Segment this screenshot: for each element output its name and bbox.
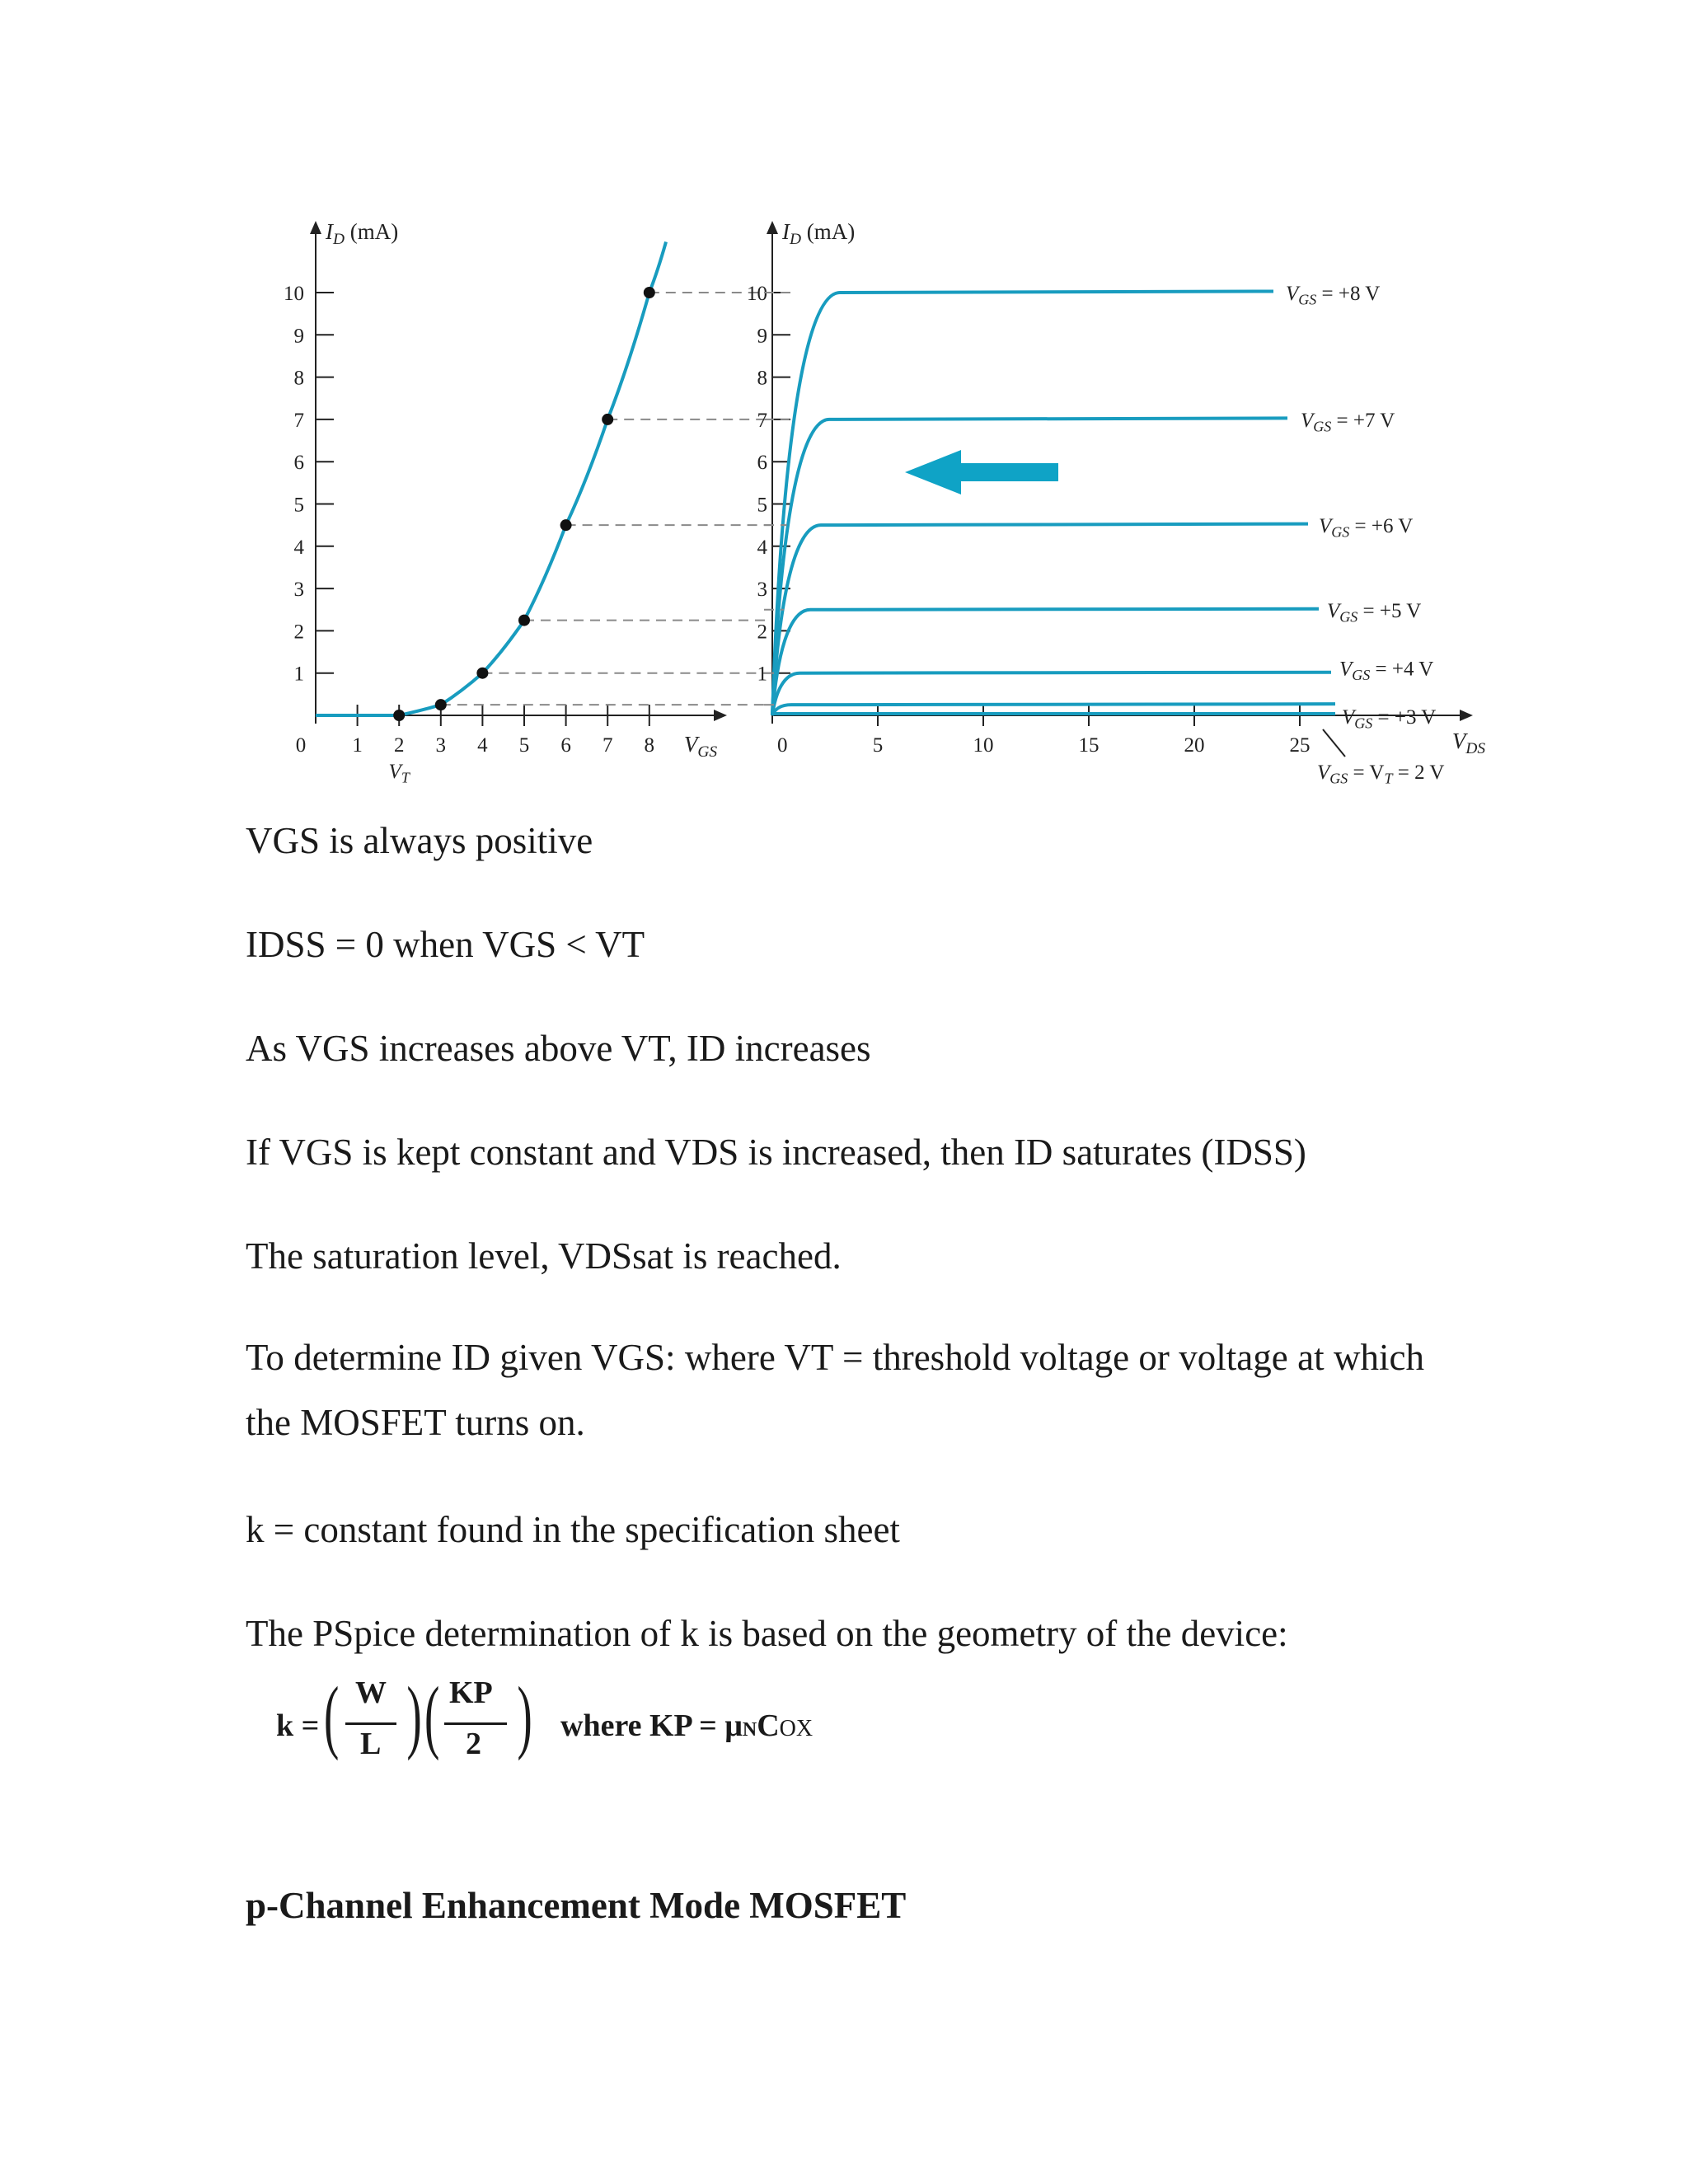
- right-x-tick-label: 0: [777, 734, 788, 757]
- right-x-axis-label-part: V: [1451, 729, 1466, 753]
- right-y-tick-label: 4: [757, 536, 767, 559]
- formula-fraction-bar-1: [345, 1722, 396, 1725]
- formula-paren-close-1: (: [406, 1670, 422, 1761]
- drain-curve: [772, 524, 1308, 715]
- drain-curve-label-part: = +6 V: [1349, 515, 1414, 538]
- left-vt-label-part: T: [401, 769, 410, 786]
- drain-curve-label-part: GS: [1331, 523, 1350, 541]
- drain-curve-label-part: GS: [1313, 418, 1332, 435]
- formula-num-w: W: [355, 1675, 387, 1710]
- left-x-tick-label: 8: [644, 734, 655, 757]
- left-x-tick-label: 0: [295, 734, 307, 757]
- formula-paren-open-2: (: [424, 1670, 440, 1761]
- left-x-axis-label: [684, 732, 718, 761]
- right-y-tick-label: 10: [747, 283, 767, 305]
- formula-cox-sub: OX: [779, 1716, 814, 1741]
- left-y-axis-label-part: (mA): [345, 219, 399, 244]
- right-x-axis-arrow: [1460, 710, 1473, 721]
- left-y-tick-label: 9: [293, 325, 304, 348]
- right-x-tick-label: 10: [973, 734, 994, 757]
- left-y-tick-label: 3: [293, 579, 304, 602]
- drain-curve: [772, 609, 1319, 715]
- drain-curve-label-part: = +7 V: [1331, 409, 1395, 432]
- formula-mu: μ: [724, 1708, 743, 1743]
- left-x-axis-arrow: [714, 710, 727, 721]
- heading-p-channel: p-Channel Enhancement Mode MOSFET: [246, 1885, 907, 1926]
- drain-curve-label-part: V: [1339, 658, 1353, 681]
- drain-curve-label-vt-part: T: [1384, 770, 1393, 787]
- para-determine-id: To determine ID given VGS: where VT = threshold voltage or voltage at which the MOSFET turns on.: [246, 1337, 1424, 1443]
- drain-curve: [772, 673, 1331, 715]
- left-y-tick-label: 7: [293, 409, 304, 432]
- right-y-tick-label: 5: [757, 494, 767, 517]
- k-formula: [276, 1670, 870, 1780]
- right-y-tick-label: 7: [757, 409, 767, 432]
- drain-curve-label-part: V: [1342, 706, 1355, 729]
- transfer-point: [560, 519, 572, 531]
- left-y-tick-label: 5: [293, 494, 304, 517]
- left-vt-label-part: V: [388, 761, 401, 783]
- transfer-point: [476, 668, 488, 679]
- transfer-characteristic-chart: [284, 219, 771, 786]
- formula-den-l: L: [360, 1727, 382, 1761]
- left-x-tick-label: 6: [560, 734, 571, 757]
- formula-where-text: where KP =: [560, 1708, 725, 1743]
- drain-curve-label-part: GS: [1339, 608, 1358, 626]
- right-y-axis-label-part: I: [782, 219, 790, 244]
- para-vgs-positive: VGS is always positive: [246, 820, 593, 861]
- right-y-axis-label-part: D: [790, 230, 802, 248]
- drain-characteristics-chart: [747, 219, 1485, 787]
- formula-lhs: k =: [276, 1708, 320, 1743]
- left-x-tick-label: 4: [477, 734, 488, 757]
- formula-paren-close-2: (: [517, 1670, 532, 1761]
- para-pspice-k: The PSpice determination of k is based on the geometry of the device:: [246, 1613, 1288, 1654]
- right-y-tick-label: 6: [757, 452, 767, 475]
- left-y-axis-label-part: I: [326, 219, 333, 244]
- formula-where-kp: [560, 1708, 813, 1744]
- para-saturation-level: The saturation level, VDSsat is reached.: [246, 1235, 842, 1277]
- right-x-tick-label: 25: [1289, 734, 1311, 757]
- drain-curve: [772, 418, 1287, 715]
- right-y-axis-label-part: (mA): [801, 219, 856, 244]
- drain-curve-label-vt-part: GS: [1329, 770, 1348, 787]
- right-y-tick-label: 2: [757, 621, 767, 644]
- formula-mu-sub: N: [742, 1719, 757, 1741]
- left-vt-label: [389, 761, 411, 786]
- para-idss-zero: IDSS = 0 when VGS < VT: [246, 924, 645, 965]
- right-x-tick-label: 20: [1184, 734, 1205, 757]
- drain-curve-label-part: V: [1327, 599, 1340, 622]
- drain-curve-label: [1339, 658, 1433, 684]
- transfer-point: [518, 615, 530, 626]
- drain-curve-label: [1342, 706, 1436, 732]
- formula-den-2: 2: [466, 1727, 481, 1761]
- transfer-point: [602, 414, 613, 425]
- drain-curve-label-vt-part: = V: [1348, 762, 1385, 784]
- drain-curve-label-part: GS: [1354, 715, 1373, 732]
- right-y-tick-label: 3: [757, 579, 767, 602]
- left-arrow-icon: [905, 450, 1058, 494]
- left-x-tick-label: 1: [352, 734, 363, 757]
- left-x-tick-label: 3: [435, 734, 447, 757]
- right-x-tick-label: 15: [1078, 734, 1100, 757]
- left-y-tick-label: 2: [293, 621, 304, 644]
- left-x-axis-label-part: GS: [697, 743, 718, 761]
- left-y-axis-label-part: D: [333, 230, 345, 248]
- mosfet-characteristics-figure: [0, 0, 1688, 824]
- right-y-tick-label: 9: [757, 325, 767, 348]
- right-x-tick-label: 5: [872, 734, 884, 757]
- left-x-tick-label: 7: [602, 734, 613, 757]
- drain-curve-label: [1286, 283, 1380, 308]
- drain-curve-label-vt-part: V: [1317, 762, 1330, 784]
- left-y-axis-label: [325, 219, 398, 248]
- formula-cox-c: C: [757, 1708, 780, 1743]
- drain-curve-label-vt-part: = 2 V: [1392, 762, 1445, 784]
- drain-curve-label-part: GS: [1298, 291, 1317, 308]
- transfer-point: [393, 710, 405, 721]
- drain-curve-label: [1319, 515, 1413, 541]
- left-y-tick-label: 1: [293, 663, 304, 686]
- left-x-tick-label: 2: [393, 734, 405, 757]
- drain-curve-label-part: V: [1286, 283, 1299, 305]
- drain-curve-label-vt: [1317, 762, 1444, 787]
- right-x-axis-label-part: DS: [1465, 739, 1486, 757]
- left-y-tick-label: 6: [293, 452, 304, 475]
- left-y-axis-arrow: [310, 221, 321, 234]
- drain-curve: [772, 292, 1273, 716]
- para-k-constant: k = constant found in the specification sheet: [246, 1509, 900, 1550]
- drain-curve-label: [1301, 410, 1395, 435]
- left-x-axis-label-part: V: [683, 732, 698, 757]
- drain-curve-label-part: = +5 V: [1357, 599, 1422, 622]
- para-id-saturates: If VGS is kept constant and VDS is increased, then ID saturates (IDSS): [246, 1132, 1306, 1173]
- transfer-point: [435, 699, 447, 710]
- drain-curve-label-part: = +3 V: [1372, 706, 1437, 729]
- para-vgs-increases: As VGS increases above VT, ID increases: [246, 1028, 871, 1069]
- drain-curve-label-part: V: [1301, 409, 1314, 432]
- formula-paren-open-1: (: [324, 1670, 340, 1761]
- drain-curve-label-part: GS: [1352, 667, 1371, 684]
- formula-num-kp: KP: [449, 1675, 493, 1710]
- right-y-tick-label: 8: [757, 367, 767, 390]
- left-y-tick-label: 4: [293, 536, 304, 559]
- drain-curve-label-part: = +8 V: [1316, 283, 1381, 305]
- right-y-axis-arrow: [767, 221, 778, 234]
- right-x-axis-label: [1452, 729, 1486, 757]
- vt-leader-line: [1323, 729, 1345, 757]
- right-y-tick-label: 1: [757, 663, 767, 686]
- left-x-tick-label: 5: [518, 734, 530, 757]
- transfer-point: [644, 287, 655, 298]
- left-y-tick-label: 8: [293, 367, 304, 390]
- right-y-axis-label: [781, 219, 855, 248]
- drain-curve-label-part: V: [1319, 515, 1332, 538]
- formula-fraction-bar-2: [444, 1722, 507, 1725]
- drain-curve-label-part: = +4 V: [1370, 658, 1434, 681]
- drain-curve-label: [1327, 600, 1421, 626]
- left-y-tick-label: 10: [284, 283, 304, 305]
- transfer-curve: [316, 241, 666, 715]
